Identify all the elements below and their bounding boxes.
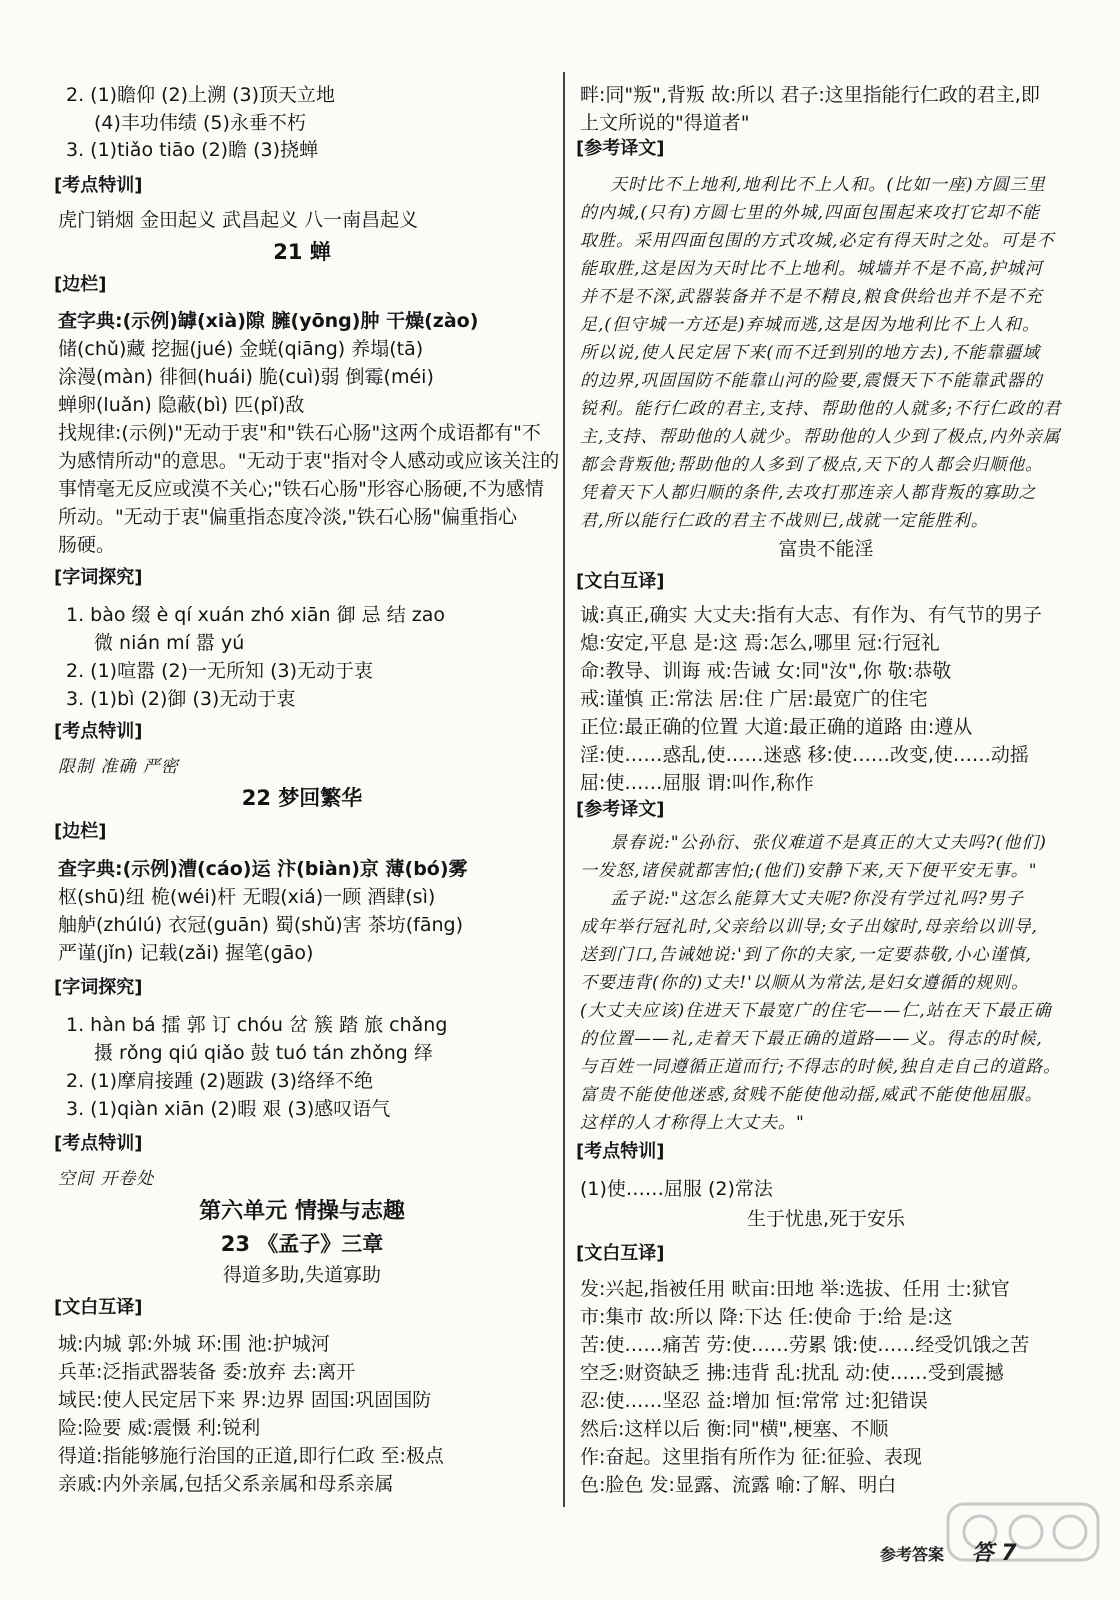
section-label: [ 文白互译 ] [576,1242,664,1266]
answer-line: 诚:真正,确实 大丈夫:指有大志、有作为、有气节的男子 [580,604,1042,626]
answer-line: 正位:最正确的位置 大道:最正确的道路 由:遵从 [580,716,973,738]
answer-line: 微 nián mí 嚣 yú [94,632,245,654]
answer-line: 戒:谨慎 正:常法 居:住 广居:最宽广的住宅 [580,688,928,710]
answer-line: 肠硬。 [58,534,116,556]
translation-line: 取胜。采用四面包围的方式攻城,必定有得天时之处。可是不 [580,231,1055,251]
lesson-title: 23 《孟子》三章 [220,1232,384,1256]
answer-line: 忍:使……坚忍 益:增加 恒:常常 过:犯错误 [580,1390,928,1412]
answer-line: 蝉卵(luǎn) 隐蔽(bì) 匹(pǐ)敌 [58,394,305,416]
answer-line: 查字典:(示例)漕(cáo)运 汴(biàn)京 薄(bó)雾 [58,858,468,880]
answer-line: 淫:使……惑乱,使……迷惑 移:使……改变,使……动摇 [580,744,1029,766]
translation-line: 能取胜,这是因为天时比不上地利。城墙并不是不高,护城河 [580,259,1043,279]
translation-line: 景春说:"公孙衍、张仪难道不是真正的大丈夫吗?(他们) [610,833,1047,853]
section-label: [ 考点特训 ] [576,1140,664,1164]
answer-line: 屈:使……屈服 谓:叫作,称作 [580,772,814,794]
translation-line: 并不是不深,武器装备并不是不精良,粮食供给也并不是不充 [580,287,1043,307]
section-label: [ 字词探究 ] [54,976,142,1000]
unit-title: 第六单元 情操与志趣 [199,1199,405,1224]
answer-line: 2. (1)摩肩接踵 (2)题跋 (3)络绎不绝 [66,1070,373,1092]
answer-line: 兵革:泛指武器装备 委:放弃 去:离开 [58,1361,356,1383]
answer-line: 3. (1)bì (2)御 (3)无动于衷 [66,688,296,710]
translation-line: 这样的人才称得上大丈夫。" [580,1113,805,1133]
lesson-title: 21 蝉 [273,240,331,264]
section-label: [ 考点特训 ] [54,1132,142,1156]
answer-line: 城:内城 郭:外城 环:围 池:护城河 [58,1333,330,1355]
answer-line: (4)丰功伟绩 (5)永垂不朽 [94,112,306,134]
answer-line: 1. bào 缀 è qí xuán zhó xiān 御 忌 结 zao [66,604,445,626]
section-label: [ 考点特训 ] [54,720,142,744]
page-footer [880,1536,1017,1567]
answer-line: 舳舻(zhúlú) 衣冠(guān) 蜀(shǔ)害 茶坊(fāng) [58,914,464,936]
chapter-subtitle: 富贵不能淫 [778,538,874,560]
section-label: [ 边栏 ] [54,273,106,297]
answer-line: 作:奋起。这里指有所作为 征:征验、表现 [580,1446,922,1468]
section-label: [ 考点特训 ] [54,174,142,198]
answer-line: 命:教导、训诲 戒:告诫 女:同"汝",你 敬:恭敬 [580,660,952,682]
answer-line: 色:脸色 发:显露、流露 喻:了解、明白 [580,1474,897,1496]
translation-line: 富贵不能使他迷惑,贫贱不能使他动摇,威武不能使他屈服。 [580,1085,1043,1105]
translation-line: 足,(但守城一方还是)弃城而逃,这是因为地利比不上人和。 [580,315,1041,335]
translation-line: 与百姓一同遵循正道而行;不得志的时候,独自走自己的道路。 [580,1057,1062,1077]
answer-line: 查字典:(示例)罅(xià)隙 臃(yōng)肿 干燥(zào) [58,310,479,332]
answer-line: 严谨(jǐn) 记载(zǎi) 握笔(gāo) [58,942,314,964]
answer-line: (1)使……屈服 (2)常法 [580,1178,773,1200]
answer-line: 为感情所动"的意思。"无动于衷"指对令人感动或应该关注的 [58,450,560,472]
footer-label: 参考答案 [880,1545,945,1564]
chapter-subtitle: 生于忧患,死于安乐 [746,1208,906,1230]
translation-line: 君,所以能行仁政的君主不战则已,战就一定能胜利。 [580,511,989,531]
answer-line: 枢(shū)纽 桅(wéi)杆 无暇(xiá)一顾 酒肆(sì) [58,886,436,908]
section-label: [ 字词探究 ] [54,566,142,590]
answer-line: 找规律:(示例)"无动于衷"和"铁石心肠"这两个成语都有"不 [58,422,541,444]
answer-line: 发:兴起,指被任用 畎亩:田地 举:选拔、任用 士:狱官 [580,1278,1010,1300]
section-label: [ 参考译文 ] [576,137,664,161]
answer-line: 市:集市 故:所以 降:下达 任:使命 于:给 是:这 [580,1306,953,1328]
answer-line: 储(chǔ)藏 挖掘(jué) 金蜣(qiāng) 养塌(tā) [58,338,424,360]
translation-line: 天时比不上地利,地利比不上人和。(比如一座)方圆三里 [610,175,1046,195]
page-number: 答 7 [971,1541,1017,1566]
answer-line: 畔:同"叛",背叛 故:所以 君子:这里指能行仁政的君主,即 [580,84,1040,106]
answer-line: 险:险要 威:震慑 利:锐利 [58,1417,261,1439]
column-divider [563,72,565,1507]
translation-line: 送到门口,告诫她说:'到了你的夫家,一定要恭敬,小心谨慎, [580,945,1033,965]
answer-line: 限制 准确 严密 [58,757,179,777]
answer-line: 3. (1)qiàn xiān (2)暇 艰 (3)感叹语气 [66,1098,391,1120]
answer-line: 亲戚:内外亲属,包括父系亲属和母系亲属 [58,1473,394,1495]
answer-line: 1. hàn bá 擂 郭 订 chóu 岔 簇 踏 旅 chǎng [66,1014,448,1036]
translation-line: 的位置——礼,走着天下最正确的道路——义。得志的时候, [580,1029,1043,1049]
chapter-subtitle: 得道多助,失道寡助 [222,1264,382,1286]
answer-line: 涂漫(màn) 徘徊(huái) 脆(cuì)弱 倒霉(méi) [58,366,434,388]
answer-line: 摄 rǒng qiú qiǎo 鼓 tuó tán zhǒng 绎 [94,1042,433,1064]
translation-line: 成年举行冠礼时,父亲给以训导;女子出嫁时,母亲给以训导, [580,917,1038,937]
translation-line: 凭着天下人都归顺的条件,去攻打那连亲人都背叛的寡助之 [580,483,1037,503]
lesson-title: 22 梦回繁华 [241,786,363,810]
answer-line: 事情毫无反应或漠不关心;"铁石心肠"形容心肠硬,不为感情 [58,478,544,500]
translation-line: 孟子说:"这怎么能算大丈夫呢?你没有学过礼吗?男子 [610,889,1024,909]
answer-line: 2. (1)喧嚣 (2)一无所知 (3)无动于衷 [66,660,373,682]
section-label: [ 文白互译 ] [54,1296,142,1320]
translation-line: 锐利。能行仁政的君主,支持、帮助他的人就多;不行仁政的君 [580,399,1062,419]
translation-line: 的内城,(只有)方圆七里的外城,四面包围起来攻打它却不能 [580,203,1041,223]
answer-line: 2. (1)瞻仰 (2)上溯 (3)顶天立地 [66,84,335,106]
translation-line: 所以说,使人民定居下来(而不迁到别的地方去),不能靠疆域 [580,343,1041,363]
translation-line: 一发怒,诸侯就都害怕;(他们)安静下来,天下便平安无事。" [580,861,1038,881]
translation-line: 主,支持、帮助他的人就少。帮助他的人少到了极点,内外亲属 [580,427,1061,447]
answer-line: 域民:使人民定居下来 界:边界 固国:巩固国防 [58,1389,432,1411]
answer-line: 苦:使……痛苦 劳:使……劳累 饿:使……经受饥饿之苦 [580,1334,1030,1356]
answer-line: 所动。"无动于衷"偏重指态度冷淡,"铁石心肠"偏重指心 [58,506,517,528]
section-label: [ 文白互译 ] [576,570,664,594]
answer-line: 空间 开卷处 [58,1169,155,1189]
section-label: [ 边栏 ] [54,820,106,844]
answer-line: 上文所说的"得道者" [580,112,750,134]
answer-line: 然后:这样以后 衡:同"横",梗塞、不顺 [580,1418,889,1440]
answer-line: 熄:安定,平息 是:这 焉:怎么,哪里 冠:行冠礼 [580,632,940,654]
answer-line: 虎门销烟 金田起义 武昌起义 八一南昌起义 [58,209,419,231]
answer-line: 3. (1)tiǎo tiāo (2)瞻 (3)挠蝉 [66,139,319,161]
section-label: [ 参考译文 ] [576,798,664,822]
answer-line: 空乏:财资缺乏 拂:违背 乱:扰乱 动:使……受到震撼 [580,1362,1004,1384]
translation-line: 的边界,巩固国防不能靠山河的险要,震慑天下不能靠武器的 [580,371,1043,391]
translation-line: 都会背叛他;帮助他的人多到了极点,天下的人都会归顺他。 [580,455,1044,475]
answer-line: 得道:指能够施行治国的正道,即行仁政 至:极点 [58,1445,444,1467]
translation-line: 不要违背(你的)丈夫!'以顺从为常法,是妇女遵循的规则。 [580,973,1030,993]
translation-line: (大丈夫应该)住进天下最宽广的住宅——仁,站在天下最正确 [580,1001,1052,1021]
